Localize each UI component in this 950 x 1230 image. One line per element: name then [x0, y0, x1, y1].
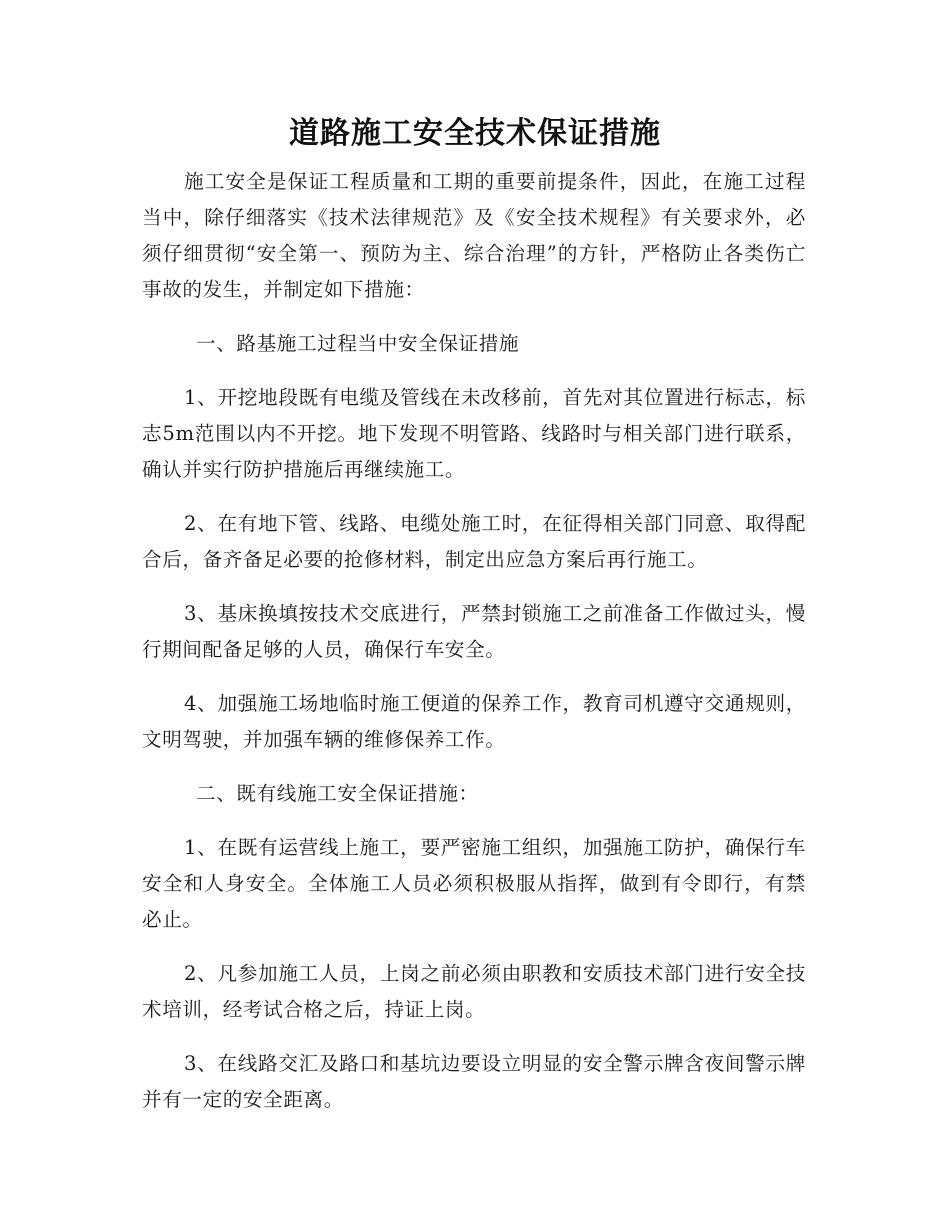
roadbed-item-2: 2、在有地下管、线路、电缆处施工时，在征得相关部门同意、取得配合后，备齐备足必要的抢修材料，制定出应急方案后再行施工。: [142, 512, 806, 571]
document-title: 道路施工安全技术保证措施: [289, 116, 661, 151]
roadbed-item-3: 3、基床换填按技术交底进行，严禁封锁施工之前准备工作做过头，慢行期间配备足够的人员，确保行车安全。: [142, 602, 806, 661]
section-heading-roadbed: 一、路基施工过程当中安全保证措施: [196, 332, 520, 355]
roadbed-item-1: 1、开挖地段既有电缆及管线在未改移前，首先对其位置进行标志，标志5m范围以内不开挖。地下发现不明管路、线路时与相关部门进行联系，确认并实行防护措施后再继续施工。: [142, 386, 806, 481]
section-heading-existing-line: 二、既有线施工安全保证措施：: [196, 782, 479, 805]
existing-line-item-3: 3、在线路交汇及路口和基坑边要设立明显的安全警示牌含夜间警示牌并有一定的安全距离。: [142, 1052, 806, 1111]
document-body: [142, 164, 806, 1136]
existing-line-item-1: 1、在既有运营线上施工，要严密施工组织，加强施工防护，确保行车安全和人身安全。全体施工人员必须积极服从指挥，做到有令即行，有禁必止。: [142, 836, 806, 931]
intro-paragraph: 施工安全是保证工程质量和工期的重要前提条件，因此，在施工过程当中，除仔细落实《技术法律规范》及《安全技术规程》有关要求外，必须仔细贯彻“安全第一、预防为主、综合治理”的方针，严格防止各类伤亡事故的发生，并制定如下措施：: [142, 170, 806, 301]
existing-line-item-2: 2、凡参加施工人员，上岗之前必须由职教和安质技术部门进行安全技术培训，经考试合格之后，持证上岗。: [142, 962, 806, 1021]
roadbed-item-4: 4、加强施工场地临时施工便道的保养工作，教育司机遵守交通规则，文明驾驶，并加强车辆的维修保养工作。: [142, 692, 806, 751]
